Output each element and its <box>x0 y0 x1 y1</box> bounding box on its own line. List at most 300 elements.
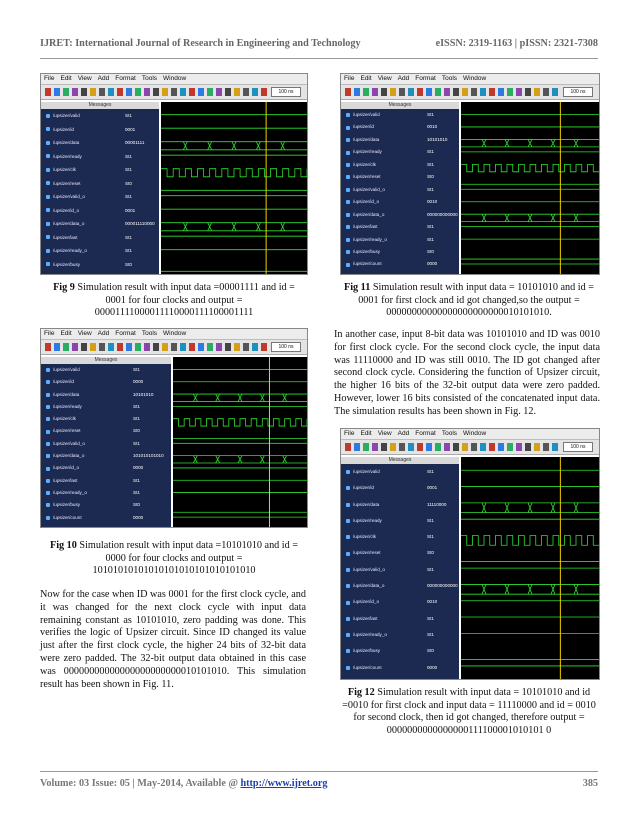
toolbar-button-icon[interactable] <box>534 443 540 451</box>
menu-item-format[interactable]: Format <box>115 330 136 337</box>
toolbar-button-icon[interactable] <box>516 443 522 451</box>
toolbar-button-icon[interactable] <box>381 443 387 451</box>
signal-row[interactable] <box>341 529 459 545</box>
menu-item-add[interactable]: Add <box>397 75 410 82</box>
signal-row[interactable] <box>41 376 171 388</box>
signal-icon <box>346 470 350 474</box>
toolbar-button-icon[interactable] <box>216 343 222 351</box>
toolbar-button-icon[interactable] <box>426 88 432 96</box>
menu-item-file[interactable]: File <box>44 330 55 337</box>
toolbar-button-icon[interactable] <box>99 343 105 351</box>
signal-value: St1 <box>125 167 132 172</box>
zoom-field[interactable]: 100 ns <box>563 87 593 97</box>
toolbar-button-icon[interactable] <box>480 443 486 451</box>
menu-item-format[interactable]: Format <box>415 75 436 82</box>
signal-name: /upsizer/ready <box>53 403 82 409</box>
signal-row[interactable] <box>341 578 459 594</box>
toolbar-button-icon[interactable] <box>99 88 105 96</box>
toolbar-button-icon[interactable] <box>525 88 531 96</box>
signal-icon <box>346 617 350 621</box>
toolbar-button-icon[interactable] <box>399 443 405 451</box>
signal-row[interactable] <box>341 146 459 158</box>
signal-value: St1 <box>427 236 434 242</box>
signal-name: /upsizer/ready <box>353 149 382 155</box>
menu-item-tools[interactable]: Tools <box>141 75 158 82</box>
waveform-panel[interactable] <box>461 102 599 274</box>
fig9-caption-text: Simulation result with input data =00001111 and id = 0001 for four clocks and output = 00001111000011110000111100001111 <box>74 282 295 318</box>
toolbar-button-icon[interactable] <box>117 343 123 351</box>
toolbar-button-icon[interactable] <box>252 343 258 351</box>
toolbar-button-icon[interactable] <box>426 443 432 451</box>
toolbar-button-icon[interactable] <box>180 343 186 351</box>
signal-value: St1 <box>427 224 434 230</box>
signal-row[interactable] <box>41 512 171 524</box>
menu-item-view[interactable]: View <box>377 75 392 82</box>
signal-value: 0010 <box>427 599 438 605</box>
signal-value: St1 <box>125 234 132 240</box>
toolbar-button-icon[interactable] <box>54 343 60 351</box>
signal-value: St0 <box>427 174 434 180</box>
signal-name: /upsizer/clk <box>53 167 76 172</box>
toolbar-button-icon[interactable] <box>135 343 141 351</box>
toolbar-button-icon[interactable] <box>372 88 378 96</box>
signal-icon <box>346 503 350 507</box>
fig12-screenshot <box>340 428 600 680</box>
signal-icon <box>46 442 50 446</box>
toolbar-button-icon[interactable] <box>243 88 249 96</box>
toolbar-button-icon[interactable] <box>372 443 378 451</box>
signal-row[interactable] <box>41 450 171 462</box>
waveform-trace <box>461 584 599 594</box>
toolbar-button-icon[interactable] <box>507 88 513 96</box>
signal-value: St1 <box>133 367 140 372</box>
toolbar-button-icon[interactable] <box>54 88 60 96</box>
waveform-trace <box>461 139 599 146</box>
signal-value: 000000000000 <box>427 583 458 589</box>
signal-value: 000011110000 <box>125 221 155 226</box>
journal-title: IJRET: International Journal of Research in Engineering and Technology <box>40 38 361 49</box>
signal-row[interactable] <box>41 389 171 401</box>
signal-name: /upsizer/busy <box>53 261 81 267</box>
menu-item-window[interactable]: Window <box>163 330 187 337</box>
signal-row[interactable] <box>41 499 171 511</box>
toolbar-button-icon[interactable] <box>90 343 96 351</box>
toolbar-button-icon[interactable] <box>552 88 558 96</box>
signal-row[interactable] <box>41 109 159 123</box>
toolbar-button-icon[interactable] <box>507 443 513 451</box>
waveform-trace <box>461 535 599 545</box>
signal-icon <box>346 649 350 653</box>
signal-icon <box>346 113 350 117</box>
signal-name: /upsizer/last <box>353 615 378 621</box>
signal-icon <box>46 393 50 397</box>
signal-name: /upsizer/valid <box>53 367 80 372</box>
menu-item-add[interactable]: Add <box>97 75 110 82</box>
menu-item-view[interactable]: View <box>77 330 92 337</box>
signal-row[interactable] <box>41 475 171 487</box>
menu-item-file[interactable]: File <box>344 75 355 82</box>
signal-name: /upsizer/data <box>353 136 380 142</box>
signal-name: /upsizer/busy <box>53 502 81 508</box>
toolbar-button-icon[interactable] <box>63 343 69 351</box>
signal-value: 00001111 <box>125 140 145 145</box>
toolbar-button-icon[interactable] <box>462 88 468 96</box>
signal-row[interactable] <box>41 217 159 231</box>
menu-item-add[interactable]: Add <box>397 430 410 437</box>
toolbar-button-icon[interactable] <box>144 88 150 96</box>
signal-row[interactable] <box>341 246 459 258</box>
signal-row[interactable] <box>341 513 459 529</box>
signal-row[interactable] <box>41 123 159 137</box>
toolbar-button-icon[interactable] <box>162 88 168 96</box>
signal-name: /upsizer/count <box>353 261 382 267</box>
signal-name: /upsizer/last <box>53 234 78 240</box>
paragraph-right: In another case, input 8-bit data was 10101010 and ID was 0010 for first clock cycle. For the second clock cycle, the input data was 11110000 and ID was still 0010. The ID got changed after second clock cycle. Considering the function of Upsizer circuit, the higher 16 bits of the 32-bit output data were zero padded. However, lower 16 bits consisted of the concatenated input data. The simulation results has been shown in Fig. 12. <box>334 329 600 417</box>
signal-name: /upsizer/valid <box>353 469 380 474</box>
signal-name: /upsizer/id <box>353 124 374 130</box>
signal-icon <box>46 262 50 266</box>
messages-header: Messages <box>41 102 159 109</box>
menu-item-edit[interactable]: Edit <box>60 330 72 337</box>
signal-icon <box>346 535 350 539</box>
signal-row[interactable] <box>341 545 459 561</box>
menu-item-edit[interactable]: Edit <box>360 75 372 82</box>
menu-bar <box>41 74 307 85</box>
menu-item-edit[interactable]: Edit <box>60 75 72 82</box>
fig10-label: Fig 10 <box>49 540 77 551</box>
signal-icon <box>346 151 350 155</box>
toolbar-button-icon[interactable] <box>417 443 423 451</box>
signal-row[interactable] <box>341 234 459 246</box>
toolbar-button-icon[interactable] <box>525 443 531 451</box>
menu-item-edit[interactable]: Edit <box>360 430 372 437</box>
toolbar-button-icon[interactable] <box>543 88 549 96</box>
toolbar-button-icon[interactable] <box>72 88 78 96</box>
toolbar-button-icon[interactable] <box>408 443 414 451</box>
signal-row[interactable] <box>41 177 159 191</box>
toolbar-button-icon[interactable] <box>198 88 204 96</box>
signal-icon <box>46 141 50 145</box>
signal-name: /upsizer/ready_o <box>353 631 387 637</box>
signal-row[interactable] <box>341 221 459 233</box>
toolbar-button-icon[interactable] <box>261 88 267 96</box>
toolbar-button-icon[interactable] <box>126 88 132 96</box>
toolbar-button-icon[interactable] <box>534 88 540 96</box>
signal-value: 0000 <box>133 514 144 520</box>
menu-item-tools[interactable]: Tools <box>441 75 458 82</box>
signal-icon <box>346 175 350 179</box>
toolbar-button-icon[interactable] <box>552 443 558 451</box>
toolbar-button-icon[interactable] <box>243 343 249 351</box>
toolbar-button-icon[interactable] <box>153 343 159 351</box>
toolbar-button-icon[interactable] <box>234 343 240 351</box>
toolbar-button-icon[interactable] <box>207 88 213 96</box>
signal-icon <box>46 491 50 495</box>
toolbar-button-icon[interactable] <box>435 443 441 451</box>
toolbar-button-icon[interactable] <box>390 443 396 451</box>
signal-row[interactable] <box>41 258 159 272</box>
waveform-panel[interactable] <box>173 357 307 527</box>
menu-item-window[interactable]: Window <box>163 75 187 82</box>
signal-icon <box>46 430 50 434</box>
menu-item-file[interactable]: File <box>44 75 55 82</box>
toolbar-button-icon[interactable] <box>108 343 114 351</box>
signal-icon <box>346 263 350 267</box>
signal-row[interactable] <box>41 136 159 150</box>
toolbar <box>41 340 307 355</box>
toolbar-button-icon[interactable] <box>453 443 459 451</box>
waveform-trace <box>161 169 307 177</box>
signal-row[interactable] <box>341 134 459 146</box>
signal-row[interactable] <box>341 171 459 183</box>
signal-value: St1 <box>133 489 140 495</box>
toolbar-button-icon[interactable] <box>261 343 267 351</box>
menu-item-window[interactable]: Window <box>463 430 487 437</box>
signal-icon <box>346 225 350 229</box>
toolbar-button-icon[interactable] <box>354 443 360 451</box>
waveform-trace <box>461 164 599 171</box>
signal-row[interactable] <box>41 487 171 499</box>
signal-row[interactable] <box>41 364 171 376</box>
toolbar-button-icon[interactable] <box>444 88 450 96</box>
signal-row[interactable] <box>341 643 459 659</box>
signal-row[interactable] <box>41 401 171 413</box>
waveform-trace <box>161 142 307 150</box>
signal-value: St0 <box>133 502 140 508</box>
toolbar-button-icon[interactable] <box>543 443 549 451</box>
signal-icon <box>346 213 350 217</box>
menu-item-file[interactable]: File <box>344 430 355 437</box>
signal-icon <box>346 250 350 254</box>
signal-row[interactable] <box>341 109 459 121</box>
toolbar-button-icon[interactable] <box>135 88 141 96</box>
toolbar-button-icon[interactable] <box>234 88 240 96</box>
fig11-screenshot <box>340 73 600 275</box>
signal-name: /upsizer/last <box>353 224 378 230</box>
toolbar-button-icon[interactable] <box>126 343 132 351</box>
signal-name: /upsizer/valid_o <box>353 566 385 572</box>
signal-row[interactable] <box>341 660 459 676</box>
toolbar-button-icon[interactable] <box>363 443 369 451</box>
signal-row[interactable] <box>341 480 459 496</box>
toolbar-button-icon[interactable] <box>171 88 177 96</box>
toolbar-button-icon[interactable] <box>399 88 405 96</box>
toolbar-button-icon[interactable] <box>489 443 495 451</box>
signal-icon <box>46 114 50 118</box>
menu-item-view[interactable]: View <box>377 430 392 437</box>
signal-icon <box>46 454 50 458</box>
toolbar-button-icon[interactable] <box>117 88 123 96</box>
toolbar-button-icon[interactable] <box>153 88 159 96</box>
toolbar-button-icon[interactable] <box>345 88 351 96</box>
toolbar-button-icon[interactable] <box>471 88 477 96</box>
toolbar-button-icon[interactable] <box>81 88 87 96</box>
signal-value: 0001 <box>427 485 438 491</box>
signal-icon <box>46 208 50 212</box>
signal-panel <box>341 102 459 274</box>
fig12-label: Fig 12 <box>347 687 375 698</box>
toolbar-button-icon[interactable] <box>45 88 51 96</box>
toolbar-button-icon[interactable] <box>516 88 522 96</box>
toolbar-button-icon[interactable] <box>189 88 195 96</box>
toolbar-button-icon[interactable] <box>363 88 369 96</box>
signal-name: /upsizer/ready_o <box>53 489 87 495</box>
signal-row[interactable] <box>341 497 459 513</box>
waveform-panel[interactable] <box>161 102 307 274</box>
menu-item-tools[interactable]: Tools <box>441 430 458 437</box>
signal-icon <box>46 181 50 185</box>
signal-row[interactable] <box>41 190 159 204</box>
messages-header: Messages <box>41 357 171 364</box>
toolbar-button-icon[interactable] <box>435 88 441 96</box>
signal-value: St1 <box>125 194 132 199</box>
signal-row[interactable] <box>41 231 159 245</box>
menu-item-tools[interactable]: Tools <box>141 330 158 337</box>
signal-row[interactable] <box>341 159 459 171</box>
signal-row[interactable] <box>341 121 459 133</box>
toolbar-button-icon[interactable] <box>480 88 486 96</box>
menu-bar <box>341 74 599 85</box>
signal-row[interactable] <box>41 204 159 218</box>
signal-row[interactable] <box>41 438 171 450</box>
signal-icon <box>46 249 50 253</box>
toolbar-button-icon[interactable] <box>189 343 195 351</box>
toolbar-button-icon[interactable] <box>81 343 87 351</box>
menu-item-add[interactable]: Add <box>97 330 110 337</box>
toolbar-button-icon[interactable] <box>417 88 423 96</box>
toolbar-button-icon[interactable] <box>216 88 222 96</box>
signal-row[interactable] <box>41 462 171 474</box>
signal-icon <box>346 126 350 130</box>
toolbar-button-icon[interactable] <box>45 343 51 351</box>
fig12-caption-text: Simulation result with input data = 10101010 and id =0010 for first clock and input data = 11110000 and id = 0010 for second clock, then id got changed, therefore output = 0000000000000000111100001010101 0 <box>342 687 596 736</box>
toolbar-button-icon[interactable] <box>90 88 96 96</box>
signal-row[interactable] <box>41 150 159 164</box>
signal-icon <box>46 503 50 507</box>
toolbar-button-icon[interactable] <box>207 343 213 351</box>
toolbar-button-icon[interactable] <box>225 343 231 351</box>
signal-row[interactable] <box>341 258 459 270</box>
signal-icon <box>346 200 350 204</box>
signal-icon <box>346 584 350 588</box>
waveform-trace <box>461 214 599 221</box>
menu-item-format[interactable]: Format <box>415 430 436 437</box>
toolbar-button-icon[interactable] <box>444 443 450 451</box>
signal-value: St1 <box>125 113 132 118</box>
signal-value: St1 <box>133 403 140 409</box>
signal-value: 0000 <box>133 379 144 385</box>
signal-value: St1 <box>427 615 434 621</box>
toolbar-button-icon[interactable] <box>390 88 396 96</box>
toolbar-button-icon[interactable] <box>462 443 468 451</box>
toolbar-button-icon[interactable] <box>63 88 69 96</box>
menu-item-format[interactable]: Format <box>115 75 136 82</box>
toolbar-button-icon[interactable] <box>471 443 477 451</box>
zoom-field[interactable]: 100 ns <box>271 87 301 97</box>
toolbar <box>341 85 599 100</box>
signal-value: St1 <box>133 440 140 446</box>
issn: eISSN: 2319-1163 | pISSN: 2321-7308 <box>435 38 598 49</box>
journal-link[interactable]: http://www.ijret.org <box>240 778 328 789</box>
signal-value: 0010 <box>427 124 438 130</box>
menu-item-view[interactable]: View <box>77 75 92 82</box>
signal-row[interactable] <box>41 244 159 258</box>
toolbar-button-icon[interactable] <box>72 343 78 351</box>
toolbar-button-icon[interactable] <box>381 88 387 96</box>
signal-value: 0000 <box>427 664 438 670</box>
signal-value: St1 <box>427 161 434 167</box>
toolbar-button-icon[interactable] <box>162 343 168 351</box>
signal-row[interactable] <box>41 413 171 425</box>
toolbar-button-icon[interactable] <box>144 343 150 351</box>
signal-icon <box>46 235 50 239</box>
signal-row[interactable] <box>341 611 459 627</box>
toolbar-button-icon[interactable] <box>198 343 204 351</box>
toolbar-button-icon[interactable] <box>171 343 177 351</box>
signal-panel <box>341 457 459 679</box>
menu-bar <box>41 329 307 340</box>
fig10-caption-text: Simulation result with input data =10101010 and id = 0000 for four clocks and output = 10101010101010101010101010101010 <box>76 540 299 576</box>
signal-row[interactable] <box>341 196 459 208</box>
toolbar-button-icon[interactable] <box>345 443 351 451</box>
signal-row[interactable] <box>341 562 459 578</box>
fig11-caption-text: Simulation result with input data = 10101010 and id = 0001 for first clock and id got changed,so the output = 00000000000000000000000010101010. <box>358 282 595 318</box>
toolbar-button-icon[interactable] <box>180 88 186 96</box>
fig9-caption <box>46 282 302 320</box>
signal-name: /upsizer/busy <box>353 648 381 654</box>
signal-icon <box>346 486 350 490</box>
signal-row[interactable] <box>41 163 159 177</box>
signal-row[interactable] <box>341 209 459 221</box>
signal-name: /upsizer/valid_o <box>53 440 85 446</box>
zoom-field[interactable]: 100 ns <box>271 342 301 352</box>
signal-value: St1 <box>133 477 140 483</box>
signal-icon <box>346 633 350 637</box>
toolbar-button-icon[interactable] <box>252 88 258 96</box>
signal-row[interactable] <box>41 425 171 437</box>
signal-row[interactable] <box>341 464 459 480</box>
toolbar-button-icon[interactable] <box>498 88 504 96</box>
signal-row[interactable] <box>341 184 459 196</box>
toolbar-button-icon[interactable] <box>108 88 114 96</box>
fig10-screenshot <box>40 328 308 528</box>
toolbar-button-icon[interactable] <box>408 88 414 96</box>
signal-name: /upsizer/data <box>53 391 80 397</box>
signal-name: /upsizer/data <box>353 501 380 507</box>
zoom-field[interactable]: 100 ns <box>563 442 593 452</box>
toolbar-button-icon[interactable] <box>489 88 495 96</box>
signal-value: St0 <box>427 648 434 654</box>
toolbar-button-icon[interactable] <box>498 443 504 451</box>
signal-name: /upsizer/busy <box>353 248 381 254</box>
signal-value: 10101010 <box>133 391 154 397</box>
running-header <box>40 38 598 52</box>
toolbar-button-icon[interactable] <box>225 88 231 96</box>
toolbar-button-icon[interactable] <box>453 88 459 96</box>
signal-value: 0010 <box>427 199 438 205</box>
signal-row[interactable] <box>341 594 459 610</box>
signal-row[interactable] <box>341 627 459 643</box>
signal-icon <box>346 238 350 242</box>
signal-value: 0000 <box>427 261 438 267</box>
signal-name: /upsizer/valid <box>53 113 80 118</box>
menu-item-window[interactable]: Window <box>463 75 487 82</box>
signal-panel <box>41 357 171 527</box>
toolbar-button-icon[interactable] <box>354 88 360 96</box>
signal-name: /upsizer/ready_o <box>353 236 387 242</box>
waveform-panel[interactable] <box>461 457 599 679</box>
signal-value: 101010101010 <box>133 453 164 459</box>
